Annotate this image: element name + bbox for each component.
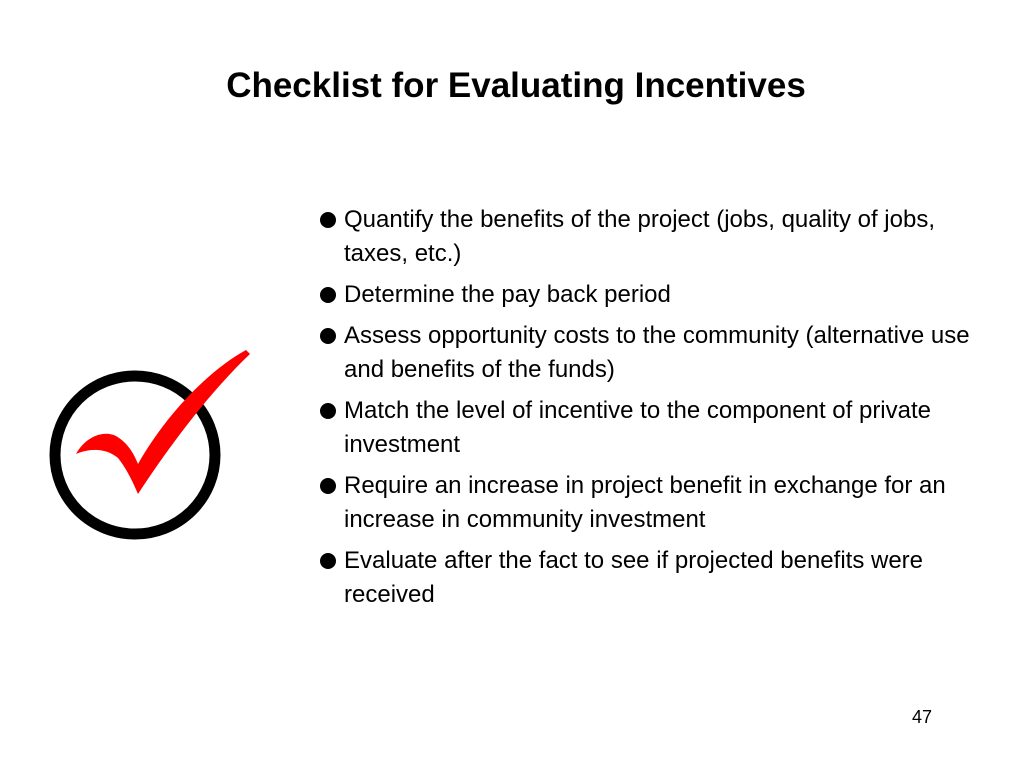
list-item — [318, 278, 998, 312]
list-item-text: Match the level of incentive to the component of private investment — [344, 397, 932, 458]
list-item — [318, 544, 998, 612]
bullet-dot-icon — [320, 287, 336, 303]
list-item-text: Determine the pay back period — [344, 281, 671, 308]
bullet-dot-icon — [320, 553, 336, 569]
list-item-text: Assess opportunity costs to the community (alternative use and benefits of the funds) — [344, 322, 970, 383]
list-item-text: Evaluate after the fact to see if projected benefits were received — [344, 547, 923, 608]
list-item — [318, 469, 998, 537]
list-item-text: Require an increase in project benefit in exchange for an increase in community investment — [344, 472, 946, 533]
red-checkmark — [76, 350, 250, 494]
bullet-dot-icon — [320, 328, 336, 344]
page-number: 47 — [912, 707, 933, 727]
bullet-dot-icon — [320, 478, 336, 494]
slide-title: Checklist for Evaluating Incentives — [226, 66, 806, 105]
checklist — [318, 203, 998, 619]
bullet-dot-icon — [320, 403, 336, 419]
bullet-dot-icon — [320, 212, 336, 228]
list-item — [318, 319, 998, 387]
list-item-text: Quantify the benefits of the project (jobs, quality of jobs, taxes, etc.) — [344, 206, 935, 267]
list-item — [318, 394, 998, 462]
checkmark-in-circle-icon — [46, 346, 252, 544]
list-item — [318, 203, 998, 271]
